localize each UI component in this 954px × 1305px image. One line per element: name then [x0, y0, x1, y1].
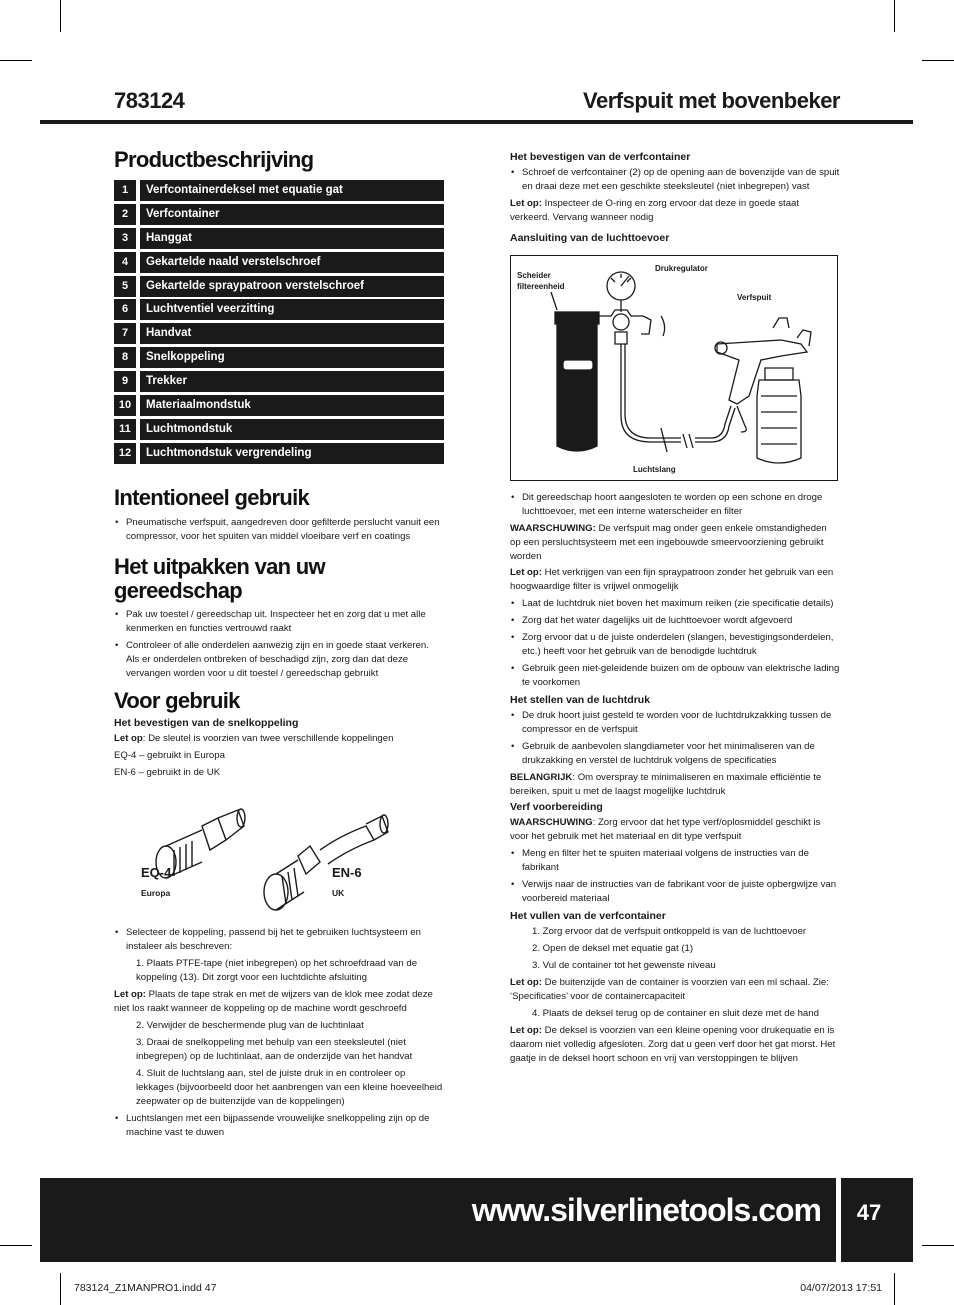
- part-row: [114, 443, 444, 464]
- paragraph: EN-6 – gebruikt in de UK: [114, 766, 221, 778]
- warning: WAARSCHUWING: De verfspuit mag onder geen enkele omstandigheden op een persluchtsysteem met een ingebouwde smeervoorziening gebruikt worden: [510, 523, 827, 562]
- unpack-heading: Het uitpakken van uw gereedschap: [114, 553, 325, 603]
- header-rule: [40, 120, 913, 124]
- list-item: 3. Vul de container tot het gewenste niveau: [532, 960, 716, 971]
- list-item: • Schroef de verfcontainer (2) op de opening aan de bovenzijde van de spuit en draai deze met een geschikte steeksleutel (niet inbegrepen) vast: [510, 166, 840, 194]
- part-label: Materiaalmondstuk: [140, 395, 444, 416]
- part-row: [114, 228, 444, 249]
- part-number: 6: [114, 299, 136, 320]
- part-row: [114, 276, 444, 297]
- part-row: [114, 180, 444, 201]
- file-slug: 783124_Z1MANPRO1.indd 47: [74, 1282, 217, 1294]
- hose-label: Luchtslang: [633, 465, 676, 474]
- list-item: • Pak uw toestel / gereedschap uit. Inspecteer het en zorg dat u met alle kenmerken en functies vertrouwd raakt: [114, 608, 444, 636]
- crop-mark: [60, 0, 61, 32]
- coupling-list: [114, 926, 444, 954]
- product-heading: Productbeschrijving: [114, 147, 314, 172]
- subheading: Het bevestigen van de snelkoppeling: [114, 716, 299, 729]
- date-slug: 04/07/2013 17:51: [800, 1282, 882, 1294]
- list-item: • Dit gereedschap hoort aangesloten te worden op een schone en droge luchttoevoer, met een interne waterscheider en filter: [510, 491, 840, 519]
- footer-bar: [40, 1178, 836, 1262]
- part-number: 7: [114, 323, 136, 344]
- part-number: 3: [114, 228, 136, 249]
- part-row: [114, 252, 444, 273]
- list-item: • Selecteer de koppeling, passend bij het te gebruiken luchtsysteem en instaleer als beschreven:: [114, 926, 444, 954]
- before-heading: Voor gebruik: [114, 687, 240, 713]
- crop-mark: [894, 1273, 895, 1305]
- part-label: Trekker: [140, 371, 444, 392]
- crop-mark: [0, 1245, 32, 1246]
- part-row: [114, 419, 444, 440]
- list-item: 2. Open de deksel met equatie gat (1): [532, 943, 694, 954]
- crop-mark: [894, 0, 895, 32]
- part-label: Hanggat: [140, 228, 444, 249]
- regulator-label: Drukregulator: [655, 264, 708, 273]
- note: Let op: Inspecteer de O-ring en zorg ervoor dat deze in goede staat verkeerd. Vervang wanneer nodig: [510, 198, 800, 223]
- page-number-box: [841, 1178, 913, 1262]
- list-item: 1. Zorg ervoor dat de verfspuit ontkoppeld is van de luchttoevoer: [532, 926, 807, 937]
- left-column: [114, 148, 444, 1143]
- crop-mark: [922, 60, 954, 61]
- important-note: BELANGRIJK: Om overspray te minimaliseren en maximale efficiëntie te bereiken, spuit u met de laagst mogelijke luchtdruk: [510, 772, 822, 797]
- eq4-sublabel: Europa: [141, 887, 171, 898]
- subheading: Verf voorbereiding: [510, 801, 603, 813]
- list-item: • Zorg ervoor dat u de juiste onderdelen (slangen, bevestigingsonderdelen, etc.) heeft voor het gebruik van de benodigde luchtdruk: [510, 631, 840, 659]
- list-item: 1. Plaats PTFE-tape (niet inbegrepen) op het schroefdraad van de koppeling (13). Dit zorgt voor een luchtdichte afsluiting: [136, 957, 418, 983]
- list-item: • Luchtslangen met een bijpassende vrouwelijke snelkoppeling zijn op de machine vast te duwen: [114, 1112, 444, 1140]
- right-column: [510, 150, 840, 1066]
- coupling-figure: [114, 788, 444, 926]
- part-number: 11: [114, 419, 136, 440]
- air-supply-diagram: [510, 255, 838, 481]
- part-label: Luchtmondstuk: [140, 419, 444, 440]
- unpack-list: [114, 608, 444, 681]
- list-item: • Meng en filter het te spuiten materiaal volgens de instructies van de fabrikant: [510, 847, 840, 875]
- part-row: [114, 347, 444, 368]
- en6-label: EN-6: [332, 864, 362, 880]
- part-label: Gekartelde naald verstelschroef: [140, 252, 444, 273]
- fill-steps: [510, 925, 840, 973]
- subheading: Het bevestigen van de verfcontainer: [510, 151, 691, 163]
- list-item: • Controleer of alle onderdelen aanwezig zijn en in goede staat verkeren. Als er onderdelen ontbreken of beschadigd zijn, zorg dan dat deze vervangen worden voor u dit toestel / gereedschap gebruikt: [114, 639, 444, 681]
- part-number: 5: [114, 276, 136, 297]
- list-item: 3. Draai de snelkoppeling met behulp van een steeksleutel (niet inbegrepen) op de luchtinlaat, aan de onderzijde van het handvat: [136, 1036, 413, 1062]
- part-label: Verfcontainer: [140, 204, 444, 225]
- gun-label: Verfspuit: [737, 293, 772, 302]
- part-number: 10: [114, 395, 136, 416]
- note: Let op: De sleutel is voorzien van twee verschillende koppelingen: [114, 732, 394, 744]
- subheading: Het vullen van de verfcontainer: [510, 910, 666, 922]
- list-item: • Zorg dat het water dagelijks uit de luchttoevoer wordt afgevoerd: [510, 614, 840, 628]
- part-label: Snelkoppeling: [140, 347, 444, 368]
- part-number: 12: [114, 443, 136, 464]
- page-title: Verfspuit met bovenbeker: [583, 88, 840, 113]
- part-row: [114, 371, 444, 392]
- list-item: 4. Sluit de luchtslang aan, stel de juiste druk in en controleer op lekkages (bijvoorbeeld door het aanbrengen van een kleine hoeveelheid zeepwater op de buitenzijde van de koppelingen): [136, 1067, 443, 1107]
- subheading: Aansluiting van de luchttoevoer: [510, 232, 670, 244]
- warning: WAARSCHUWING: Zorg ervoor dat het type verf/oplosmiddel geschikt is voor het gebruik met het materiaal en dit type verfspuit: [510, 817, 821, 842]
- product-code: 783124: [114, 88, 185, 113]
- list-item: • Pneumatische verfspuit, aangedreven door gefilterde perslucht vanuit een compressor, voor het spuiten van middel vloeibare verf en coatings: [114, 516, 444, 544]
- pressure-list: [510, 709, 840, 768]
- coupling-steps: [114, 1019, 444, 1109]
- fill-steps: [510, 1007, 840, 1021]
- crop-mark: [60, 1273, 61, 1305]
- list-item: • De druk hoort juist gesteld te worden voor de luchtdrukzakking tussen de compressor en de verfspuit: [510, 709, 840, 737]
- part-label: Handvat: [140, 323, 444, 344]
- intended-list: [114, 516, 444, 544]
- list-item: • Verwijs naar de instructies van de fabrikant voor de juiste opbergwijze van voorbereid materiaal: [510, 878, 840, 906]
- part-label: Luchtventiel veerzitting: [140, 299, 444, 320]
- paint-list: [510, 847, 840, 906]
- note: Let op: Het verkrijgen van een fijn spraypatroon zonder het gebruik van een hoogwaardige filter is vrijwel onmogelijk: [510, 567, 834, 592]
- parts-list: [114, 180, 444, 464]
- en6-sublabel: UK: [332, 887, 345, 898]
- part-number: 4: [114, 252, 136, 273]
- part-row: [114, 323, 444, 344]
- crop-mark: [0, 60, 32, 61]
- list-item: • Gebruik geen niet-geleidende buizen om de opbouw van elektrische lading te voorkomen: [510, 662, 840, 690]
- filter-label: Scheider filtereenheid: [517, 271, 565, 291]
- intended-heading: Intentioneel gebruik: [114, 484, 310, 510]
- eq4-label: EQ-4: [141, 864, 172, 880]
- subheading: Het stellen van de luchtdruk: [510, 694, 651, 706]
- part-number: 8: [114, 347, 136, 368]
- part-label: Luchtmondstuk vergrendeling: [140, 443, 444, 464]
- part-row: [114, 299, 444, 320]
- air-list: [510, 491, 840, 519]
- part-label: Verfcontainerdeksel met equatie gat: [140, 180, 444, 201]
- coupling-illustration: [114, 788, 444, 926]
- air-list: [510, 597, 840, 690]
- note: Let op: Plaats de tape strak en met de wijzers van de klok mee zodat deze niet los raakt wanneer de koppeling op de machine wordt geschroefd: [114, 988, 433, 1014]
- coupling-steps: [114, 957, 444, 985]
- list-item: 2. Verwijder de beschermende plug van de luchtinlaat: [136, 1019, 364, 1031]
- part-number: 1: [114, 180, 136, 201]
- part-number: 2: [114, 204, 136, 225]
- list-item: 4. Plaats de deksel terug op de container en sluit deze met de hand: [532, 1008, 819, 1019]
- crop-mark: [922, 1245, 954, 1246]
- note: Let op: De buitenzijde van de container is voorzien van een ml schaal. Zie: ‘Specificaties’ voor de containercapaciteit: [510, 977, 829, 1002]
- container-list: [510, 166, 840, 194]
- part-row: [114, 204, 444, 225]
- note: Let op: De deksel is voorzien van een kleine opening voor drukequatie en is daarom niet volledig afgesloten. Zorg dat u geen verf door het gat morst. Het gaatje in de deksel hoort schoon en vrij van verstoppingen te blijven: [510, 1025, 836, 1064]
- page-number: 47: [856, 1200, 882, 1225]
- list-item: • Laat de luchtdruk niet boven het maximum reiken (zie specificatie details): [510, 597, 840, 611]
- part-label: Gekartelde spraypatroon verstelschroef: [140, 276, 444, 297]
- part-row: [114, 395, 444, 416]
- coupling-list: [114, 1112, 444, 1140]
- list-item: • Gebruik de aanbevolen slangdiameter voor het minimaliseren van de drukzakking en verstel de luchtdruk volgens de specificaties: [510, 740, 840, 768]
- website-link[interactable]: www.silverlinetools.com: [471, 1192, 821, 1228]
- part-number: 9: [114, 371, 136, 392]
- paragraph: EQ-4 – gebruikt in Europa: [114, 749, 225, 761]
